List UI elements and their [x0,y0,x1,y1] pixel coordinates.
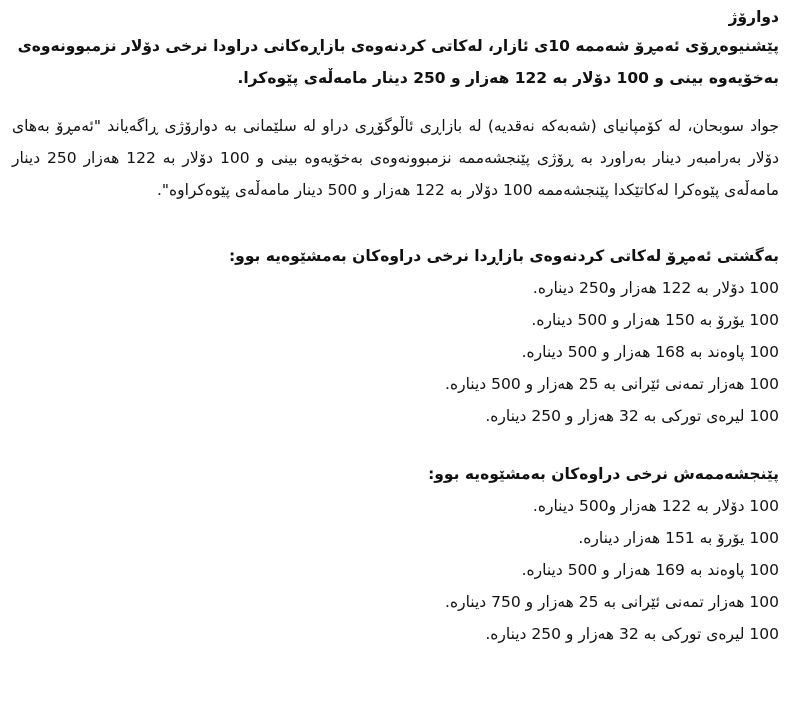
article-lead: پێشنیوەڕۆی ئەمڕۆ شەممە 10ی ئازار، لەکاتی کردنەوەی بازاڕەکانی دراودا نرخی دۆلار نزمبوونەوەی بەخۆیەوە بینی و 100 دۆلار بە 122 هەزار و 250 دینار مامەڵەی پێوەکرا. [17,37,779,87]
list-item: 100 دۆلار بە 122 هەزار و250 دینارە. [532,279,779,297]
thursday-rates-list [12,490,779,650]
list-item: 100 پاوەند بە 168 هەزار و 500 دینارە. [521,343,779,361]
list-item: 100 دۆلار بە 122 هەزار و500 دینارە. [532,497,779,515]
list-item: 100 لیرەی تورکی بە 32 هەزار و 250 دینارە. [485,407,779,425]
list-item: 100 لیرەی تورکی بە 32 هەزار و 250 دینارە. [485,625,779,643]
list-item: 100 پاوەند بە 169 هەزار و 500 دینارە. [521,561,779,579]
article-title: دوارۆژ [728,8,779,26]
list-item: 100 یۆرۆ بە 151 هەزار دینارە. [578,529,779,547]
list-item: 100 هەزار تمەنی ئێرانی بە 25 هەزار و 500 دینارە. [445,375,779,393]
today-rates-list [12,272,779,432]
thursday-rates-heading: پێنجشەممەش نرخی دراوەکان بەمشێوەیە بوو: [428,465,779,483]
list-item: 100 هەزار تمەنی ئێرانی بە 25 هەزار و 750 دینارە. [445,593,779,611]
article-body: جواد سوبحان، لە کۆمپانیای (شەبەکە نەقدیە) لە بازاڕی ئاڵوگۆڕی دراو لە سلێمانی بە دوارۆژی ڕاگەیاند "ئەمڕۆ بەهای دۆلار بەرامبەر دینار بەراورد بە ڕۆژی پێنجشەممە نزمبوونەوەی بەخۆیەوە بینی و 100 دۆلار بە 122 هەزار 250 دینار مامەڵەی پێوەکرا لەکاتێکدا پێنجشەممە 100 دۆلار بە 122 هەزار و 500 دینار مامەڵەی پێوەکراوە". [12,117,780,199]
list-item: 100 یۆرۆ بە 150 هەزار و 500 دینارە. [531,311,779,329]
today-rates-heading: بەگشتی ئەمڕۆ لەکاتی کردنەوەی بازاڕدا نرخی دراوەکان بەمشێوەیە بوو: [228,247,779,265]
